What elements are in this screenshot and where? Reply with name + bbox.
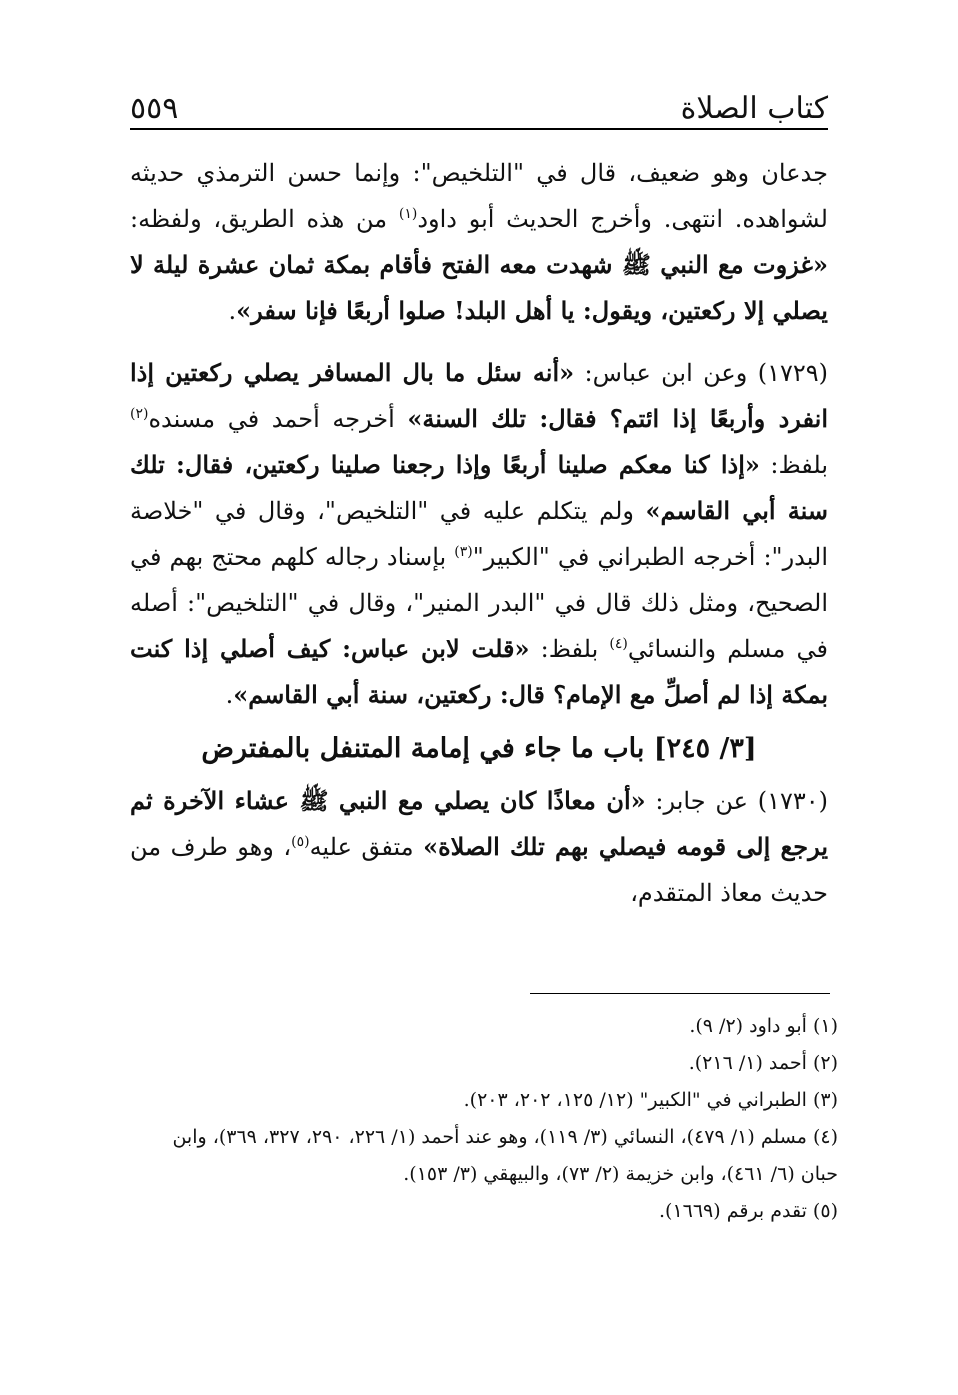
hadith-quote: «إذا كنا معكم صلينا أربعًا وإذا رجعنا صلينا ركعتين، فقال: تلك سنة أبي القاسم» bbox=[130, 450, 828, 525]
footnote-1: (١) أبو داود (٢/ ٩). bbox=[689, 1015, 838, 1037]
footnote-ref-3[interactable]: (٣) bbox=[454, 544, 473, 560]
book-title: كتاب الصلاة bbox=[680, 91, 828, 126]
text: . bbox=[228, 297, 237, 325]
page-body bbox=[130, 150, 828, 916]
footnote-ref-4[interactable]: (٤) bbox=[609, 636, 628, 652]
footnote-ref-2[interactable]: (٢) bbox=[130, 406, 149, 422]
text: أخرجه أحمد في مسنده bbox=[148, 405, 408, 433]
paragraph-3 bbox=[130, 778, 828, 916]
footnote-3: (٣) الطبراني في "الكبير" (١٢/ ١٢٥، ٢٠٢، ٢٠٣). bbox=[463, 1089, 838, 1111]
footnote-ref-5[interactable]: (٥) bbox=[291, 834, 310, 850]
text: جدعان وهو ضعيف، قال في "التلخيص": وإنما حسن الترمذي حديثه لشواهده. انتهى. وأخرج الحديث أبو داود bbox=[130, 159, 828, 233]
footnotes bbox=[130, 1008, 838, 1230]
text: وعن ابن عباس: bbox=[574, 359, 758, 387]
footnote-5: (٥) تقدم برقم (١٦٦٩). bbox=[658, 1200, 838, 1222]
paragraph-1 bbox=[130, 150, 828, 334]
page-header bbox=[130, 78, 828, 124]
hadith-quote: «أن معاذًا كان يصلي مع النبي ﷺ عشاء الآخرة ثم يرجع إلى قومه فيصلي بهم تلك الصلاة» bbox=[130, 786, 828, 861]
text: من هذه الطريق، ولفظه: bbox=[130, 205, 399, 233]
text: بإسناد رجاله كلهم محتج بهم في الصحيح، ومثل ذلك قال في "البدر المنير"، وقال في "التلخيص": أصله في مسلم والنسائي bbox=[130, 543, 828, 663]
hadith-quote: «أنه سئل ما بال المسافر يصلي ركعتين إذا انفرد وأربعًا إذا ائتم؟ فقال: تلك السنة» bbox=[130, 358, 828, 433]
text: بلفظ: bbox=[529, 635, 610, 663]
hadith-number: (١٧٣٠) bbox=[757, 787, 828, 815]
footnote-4: (٤) مسلم (١/ ٤٧٩)، النسائي (٣/ ١١٩)، وهو عند أحمد (١/ ٢٢٦، ٢٩٠، ٣٢٧، ٣٦٩)، وابن حبان (٦/ ٤٦١)، وابن خزيمة (٢/ ٧٣)، والبيهقي (٣/ ١٥٣). bbox=[172, 1126, 838, 1185]
header-rule bbox=[130, 128, 828, 130]
text: ، وهو طرف من حديث معاذ المتقدم، bbox=[130, 833, 828, 907]
hadith-quote: «غزوت مع النبي ﷺ شهدت معه الفتح فأقام بمكة ثمان عشرة ليلة لا يصلي إلا ركعتين، ويقول: يا أهل البلد! صلوا أربعًا فإنا سفر» bbox=[130, 250, 828, 325]
footnote-ref-1[interactable]: (١) bbox=[398, 206, 418, 222]
page-number: ٥٥٩ bbox=[130, 91, 179, 126]
text: عن جابر: bbox=[645, 787, 758, 815]
hadith-number: (١٧٢٩) bbox=[757, 359, 828, 387]
section-heading: [٣/ ٢٤٥] باب ما جاء في إمامة المتنفل بالمفترض bbox=[201, 733, 757, 764]
footnote-2: (٢) أحمد (١/ ٢١٦). bbox=[688, 1052, 838, 1074]
text: ولم يتكلم عليه في "التلخيص"، وقال في "خلاصة البدر": أخرجه الطبراني في "الكبير" bbox=[130, 497, 828, 571]
text: متفق عليه bbox=[309, 833, 424, 861]
text: بلفظ: bbox=[759, 451, 828, 479]
paragraph-2 bbox=[130, 350, 828, 718]
text: . bbox=[225, 681, 234, 709]
hadith-quote: «قلت لابن عباس: كيف أصلي إذا كنت بمكة إذا لم أصلِّ مع الإمام؟ قال: ركعتين، سنة أبي القاسم» bbox=[130, 634, 828, 709]
footnote-separator bbox=[530, 993, 830, 994]
